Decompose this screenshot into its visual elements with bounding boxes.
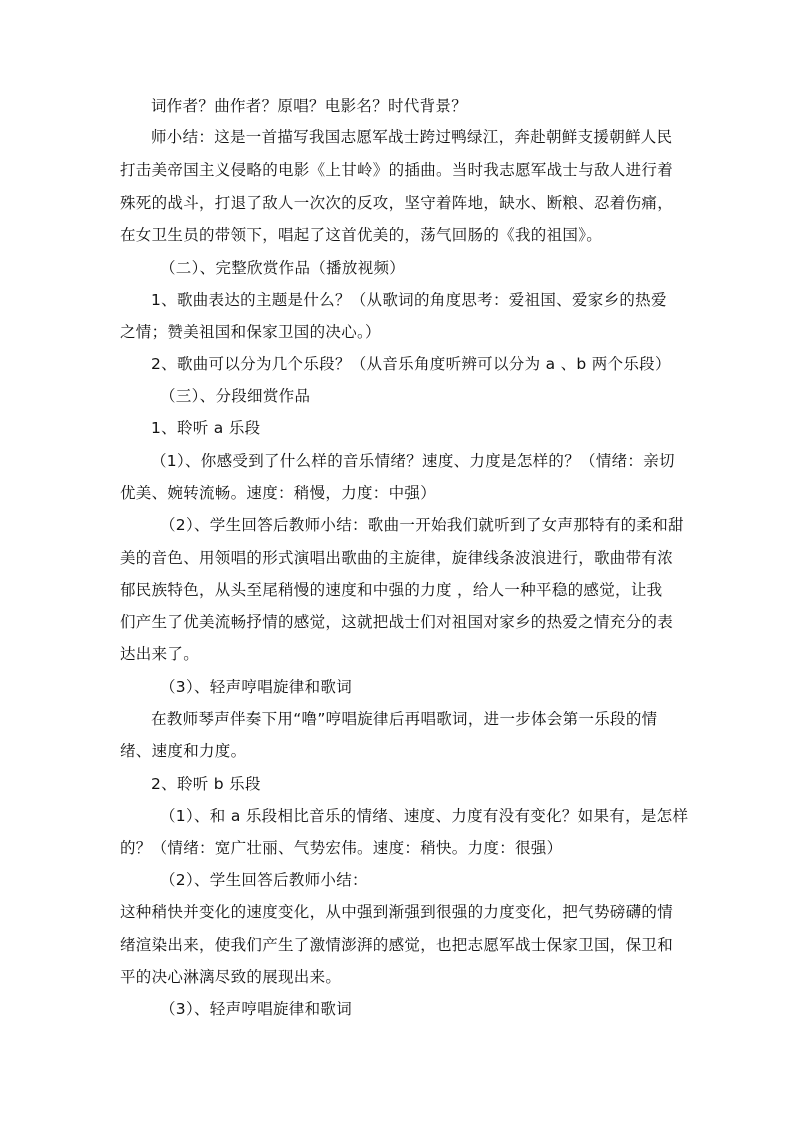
- text-line: 1、歌曲表达的主题是什么？（从歌词的角度思考：爱祖国、爱家乡的热爱: [151, 291, 667, 309]
- text-line: （1）、和 a 乐段相比音乐的情绪、速度、力度有没有变化？如果有，是怎样: [160, 807, 689, 825]
- text-line: 平的决心淋漓尽致的展现出来。: [120, 968, 342, 986]
- text-line: （2）、学生回答后教师小结：歌曲一开始我们就听到了女声那特有的柔和甜: [160, 516, 684, 534]
- text-line: （3）、轻声哼唱旋律和歌词: [160, 678, 353, 696]
- subsection-heading: 2、聆听 b 乐段: [151, 775, 261, 793]
- text-line: 的？（情绪：宽广壮丽、气势宏伟。速度：稍快。力度：很强）: [120, 839, 563, 857]
- subsection-heading: 1、聆听 a 乐段: [151, 419, 261, 437]
- text-line: 在教师琴声伴奏下用“噜”哼唱旋律后再唱歌词，进一步体会第一乐段的情: [151, 710, 658, 728]
- text-line: 2、歌曲可以分为几个乐段？（从音乐角度听辨可以分为 a 、b 两个乐段）: [151, 355, 671, 373]
- section-heading: （二）、完整欣赏作品（播放视频）: [160, 259, 406, 277]
- text-line: 师小结：这是一首描写我国志愿军战士跨过鸭绿江，奔赴朝鲜支援朝鲜人民: [151, 128, 673, 146]
- text-line: （1）、你感受到了什么样的音乐情绪？速度、力度是怎样的？（情绪：亲切: [151, 452, 675, 470]
- text-line: 在女卫生员的带领下，唱起了这首优美的，荡气回肠的《我的祖国》。: [120, 226, 603, 244]
- text-line: 之情；赞美祖国和保家卫国的决心。）: [120, 323, 381, 341]
- text-line: （3）、轻声哼唱旋律和歌词: [160, 1000, 353, 1018]
- text-line: 郁民族特色，从头至尾稍慢的速度和中强的力度 ，给人一种平稳的感觉，让我: [120, 581, 663, 599]
- text-line: 优美、婉转流畅。速度：稍慢，力度：中强）: [120, 484, 437, 502]
- text-line: 词作者？曲作者？原唱？电影名？时代背景？: [151, 97, 468, 115]
- text-line: 绪渲染出来，使我们产生了激情澎湃的感觉，也把志愿军战士保家卫国，保卫和: [120, 936, 674, 954]
- text-line: 美的音色、用领唱的形式演唱出歌曲的主旋律，旋律线条波浪进行，歌曲带有浓: [120, 549, 674, 567]
- text-line: 打击美帝国主义侵略的电影《上甘岭》的插曲。当时我志愿军战士与敌人进行着: [120, 161, 674, 179]
- section-heading: （三）、分段细赏作品: [160, 387, 311, 405]
- text-line: （2）、学生回答后教师小结：: [160, 871, 368, 889]
- text-line: 达出来了。: [120, 645, 200, 663]
- text-line: 这种稍快并变化的速度变化，从中强到渐强到很强的力度变化，把气势磅礴的情: [120, 903, 674, 921]
- text-line: 绪、速度和力度。: [120, 742, 247, 760]
- text-line: 殊死的战斗，打退了敌人一次次的反攻，坚守着阵地，缺水、断粮、忍着伤痛，: [120, 194, 674, 212]
- text-line: 们产生了优美流畅抒情的感觉，这就把战士们对祖国对家乡的热爱之情充分的表: [120, 613, 674, 631]
